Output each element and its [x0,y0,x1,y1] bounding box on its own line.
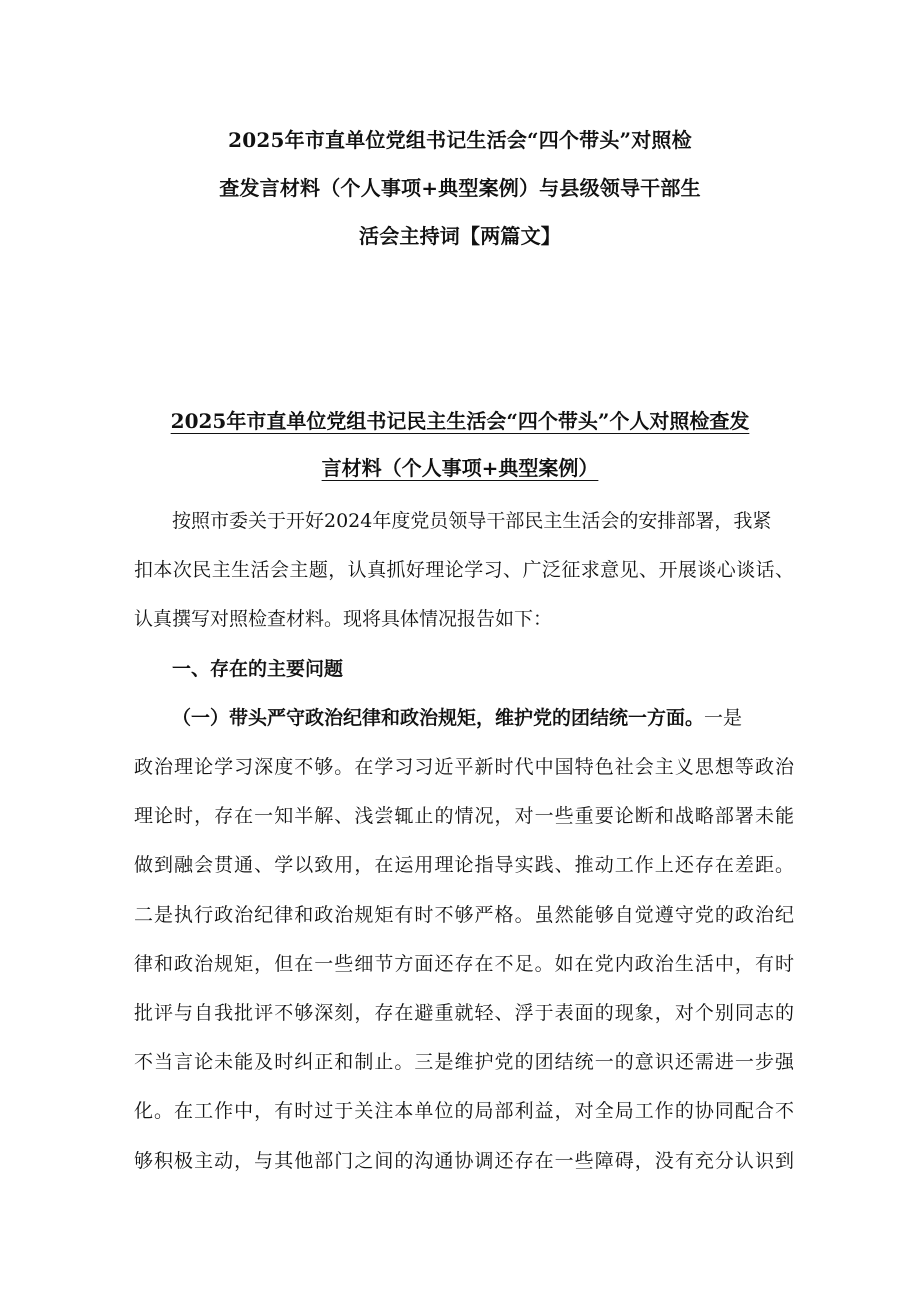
section-title-line [150,398,770,445]
body-paragraph-line: 政治理论学习深度不够。在学习习近平新时代中国特色社会主义思想等政治 [134,756,794,779]
body-paragraph-line: 做到融会贯通、学以致用，在运用理论指导实践、推动工作上还存在差距。 [134,854,794,877]
body-paragraph-line: 化。在工作中，有时过于关注本单位的局部利益，对全局工作的协同配合不 [134,1100,794,1123]
section-title [150,398,770,492]
document-title-line: 活会主持词【两篇文】 [359,224,561,248]
intro-paragraph-line: 认真撰写对照检查材料。现将具体情况报告如下： [134,608,553,631]
subheading-line [134,694,794,743]
subheading-tail: 一是 [704,706,743,729]
body-paragraph-line: 够积极主动，与其他部门之间的沟通协调还存在一些障碍，没有充分认识到 [134,1149,794,1172]
body-paragraph-line: 不当言论未能及时纠正和制止。三是维护党的团结统一的意识还需进一步强 [134,1051,794,1074]
body-paragraph-line: 律和政治规矩，但在一些细节方面还存在不足。如在党内政治生活中，有时 [134,952,794,975]
section-title-text: 2025年市直单位党组书记民主生活会“四个带头”个人对照检查发 [170,409,750,433]
subheading-bold: （一）带头严守政治纪律和政治规矩，维护党的团结统一方面。 [172,706,705,729]
body-paragraph-line: 二是执行政治纪律和政治规矩有时不够严格。虽然能够自觉遵守党的政治纪 [134,903,794,926]
body-paragraph-line: 理论时，存在一知半解、浅尝辄止的情况，对一些重要论断和战略部署未能 [134,805,794,828]
heading-1: 一、存在的主要问题 [172,657,344,680]
intro-paragraph-line: 按照市委关于开好2024年度党员领导干部民主生活会的安排部署，我紧 [172,510,772,532]
document-title-line: 查发言材料（个人事项+典型案例）与县级领导干部生 [219,176,701,200]
document-title-line: 2025年市直单位党组书记生活会“四个带头”对照检 [228,128,692,152]
section-title-text: 言材料（个人事项+典型案例） [321,456,599,480]
intro-paragraph-line: 扣本次民主生活会主题，认真抓好理论学习、广泛征求意见、开展谈心谈话、 [134,559,794,582]
body-paragraph-line: 批评与自我批评不够深刻，存在避重就轻、浮于表面的现象，对个别同志的 [134,1002,794,1025]
document-body [134,497,794,1186]
section-title-line [150,445,770,492]
document-title [130,116,790,260]
